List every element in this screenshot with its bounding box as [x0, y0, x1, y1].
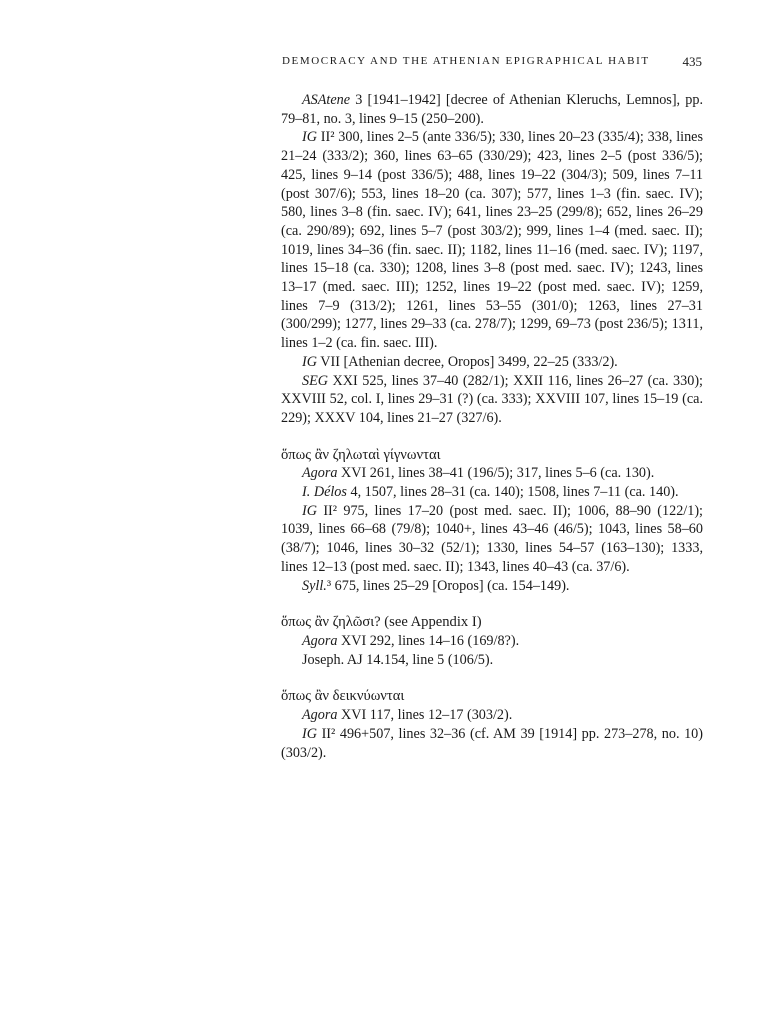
entry — [281, 502, 703, 577]
entry-text: XVI 292, lines 14–16 (169/8?). — [337, 632, 520, 649]
entry — [281, 483, 703, 502]
entry — [281, 91, 703, 128]
entry-text: XXI 525, lines 37–40 (282/1); XXII 116, lines 26–27 (ca. 330); XXVIII 52, col. I, lines 29–31 (?) (ca. 333); XXVIII 107, lines 15–19 (ca. 229); XXXV 104, lines 21–27 (327/6). — [281, 372, 703, 426]
entry-lead: Syll. — [302, 577, 327, 594]
section-heading: ὅπως ἂν ζηλῶσι? (see Appendix I) — [281, 614, 482, 631]
entry-text: 3 [1941–1942] [decree of Athenian Kleruchs, Lemnos], pp. 79–81, no. 3, lines 9–15 (250–200). — [281, 92, 703, 127]
entry — [281, 464, 703, 483]
entry-text: XVI 117, lines 12–17 (303/2). — [337, 707, 513, 724]
entry-lead: IG — [302, 502, 317, 519]
entry-lead: IG — [302, 725, 317, 742]
entry-lead: Agora — [302, 632, 338, 649]
entry — [281, 128, 703, 352]
page-number: 435 — [682, 54, 702, 69]
entry — [281, 706, 703, 725]
entry-text: II² 975, lines 17–20 (post med. saec. II); 1006, 88–90 (122/1); 1039, lines 66–68 (79/8); 1040+, lines 43–46 (46/5); 1043, lines 58–60 (38/7); 1046, lines 30–32 (52/1); 1330, lines 54–57 (163–130); 1333, lines 12–13 (post med. saec. II); 1343, lines 40–43 (ca. 37/6). — [281, 502, 703, 575]
entry — [281, 353, 703, 372]
entry-text: VII [Athenian decree, Oropos] 3499, 22–25 (333/2). — [316, 353, 618, 370]
entry-lead: SEG — [302, 372, 329, 389]
section-deiknyontai — [281, 687, 703, 762]
entry — [281, 577, 703, 596]
entry — [281, 651, 703, 670]
section-heading: ὅπως ἂν ζηλωταὶ γίγνωνται — [281, 446, 441, 463]
entry-lead: IG — [302, 353, 317, 370]
section-zelotai — [281, 446, 703, 596]
entry-lead: Agora — [302, 707, 338, 724]
entry-lead: Agora — [302, 465, 338, 482]
entry-text: Joseph. AJ 14.154, line 5 (106/5). — [302, 651, 494, 668]
body-text — [281, 91, 703, 762]
entry — [281, 632, 703, 651]
section-decrees — [281, 91, 703, 428]
entry-text: II² 496+507, lines 32–36 (cf. AM 39 [1914] pp. 273–278, no. 10) (303/2). — [281, 725, 703, 761]
entry-text: II² 300, lines 2–5 (ante 336/5); 330, lines 20–23 (335/4); 338, lines 21–24 (333/2); 360, lines 63–65 (330/29); 423, lines 2–5 (post 336/5); 425, lines 9–14 (post 336/5); 488, lines 19–22 (304/3); 509, lines 7–11 (post 307/6); 553, lines 18–20 (ca. 307); 577, lines 1–3 (fin. saec. IV); 580, lines 3–8 (fin. saec. IV); 641, lines 23–25 (299/8); 652, lines 26–29 (ca. 290/89); 692, lines 5–7 (post 303/2); 999, lines 1–4 (med. saec. II); 1019, lines 34–36 (fin. saec. II); 1182, lines 11–16 (med. saec. IV); 1197, lines 15–18 (ca. 330); 1208, lines 3–8 (post med. saec. IV); 1243, lines 13–17 (med. saec. III); 1252, lines 19–22 (post med. saec. IV); 1259, lines 7–9 (313/2); 1261, lines 53–55 (301/0); 1263, lines 27–31 (300/299); 1277, lines 29–33 (ca. 278/7); 1299, 69–73 (post 236/5); 1311, lines 1–2 (ca. fin. saec. III). — [281, 129, 703, 352]
running-title: DEMOCRACY AND THE ATHENIAN EPIGRAPHICAL HABIT — [282, 55, 650, 67]
section-zelosi — [281, 613, 703, 669]
entry-text: 4, 1507, lines 28–31 (ca. 140); 1508, lines 7–11 (ca. 140). — [346, 484, 679, 501]
entry — [281, 372, 703, 428]
section-heading: ὅπως ἂν δεικνύωνται — [281, 688, 405, 705]
running-header — [282, 55, 702, 67]
entry — [281, 725, 703, 762]
entry-text: XVI 261, lines 38–41 (196/5); 317, lines 5–6 (ca. 130). — [337, 465, 655, 482]
entry-lead: ASAtene — [302, 92, 351, 108]
entry-lead: IG — [302, 129, 317, 146]
entry-lead: I. Délos — [302, 484, 347, 501]
entry-text: ³ 675, lines 25–29 [Oropos] (ca. 154–149). — [326, 577, 570, 594]
